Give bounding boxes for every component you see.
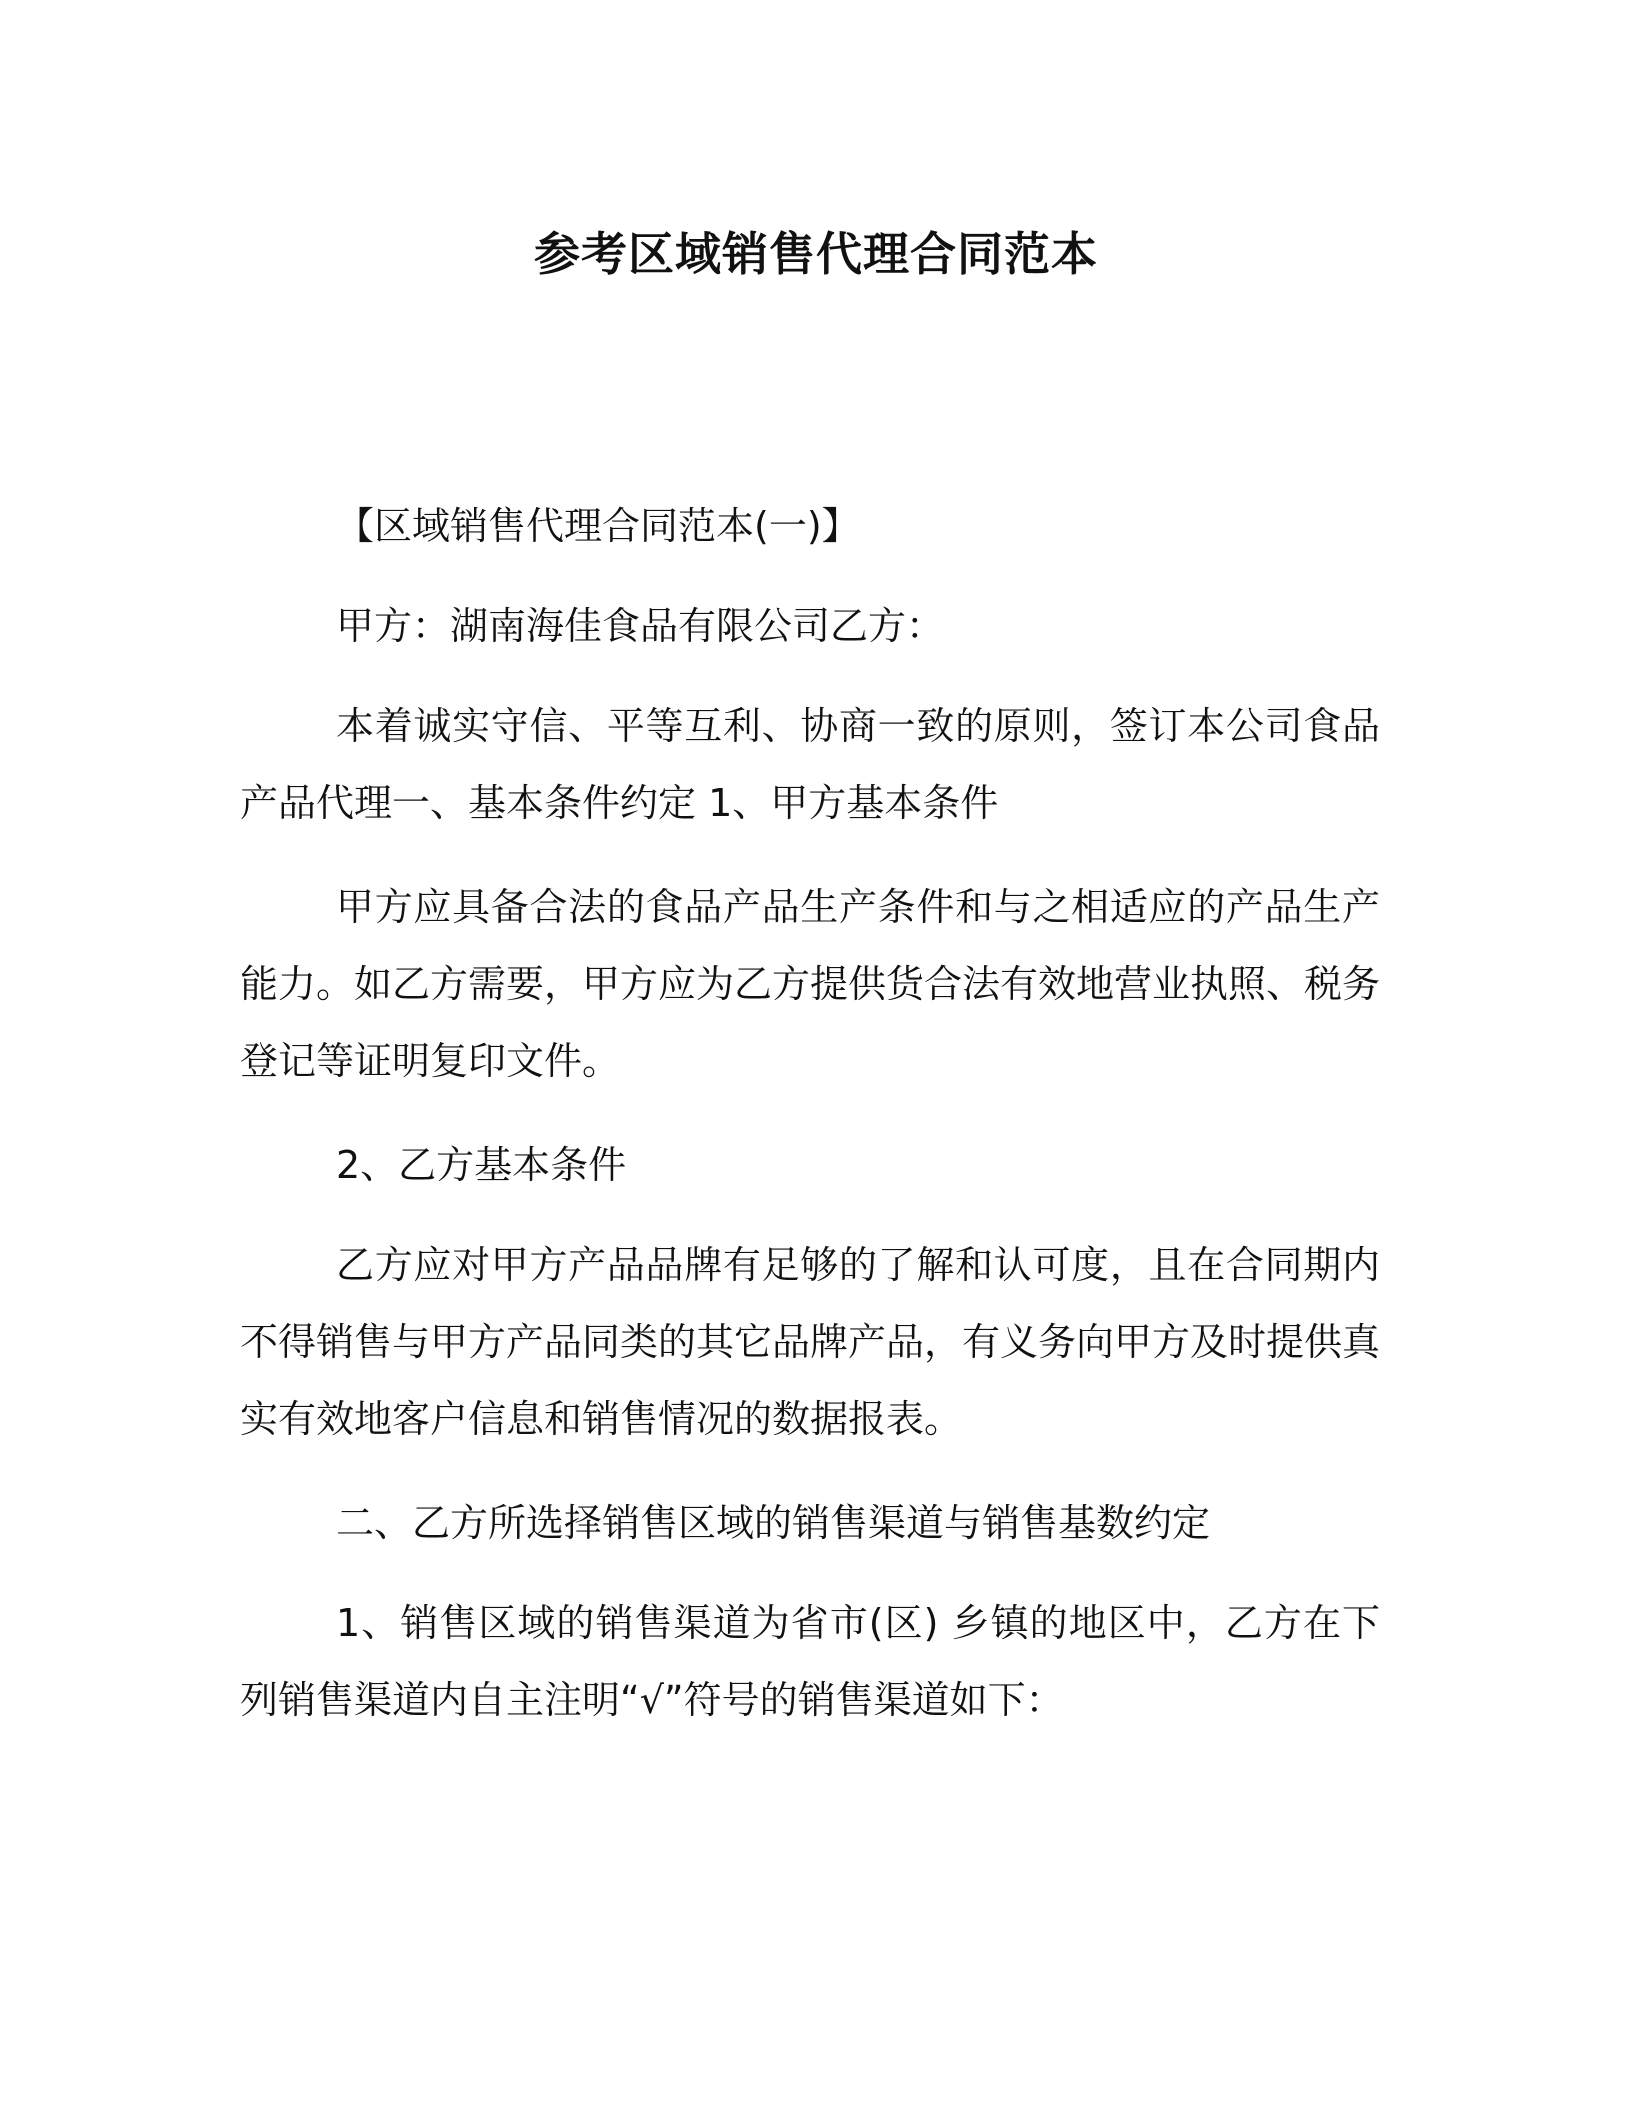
document-title: 参考区域销售代理合同范本 — [534, 227, 1098, 281]
paragraph-party-b-conditions: 乙方应对甲方产品品牌有足够的了解和认可度，且在合同期内不得销售与甲方产品同类的其它品牌产品，有义务向甲方及时提供真实有效地客户信息和销售情况的数据报表。 — [240, 1243, 1381, 1441]
parties-line: 甲方：湖南海佳食品有限公司乙方： — [336, 604, 945, 648]
document-body — [240, 488, 1380, 1766]
paragraph-principles: 本着诚实守信、平等互利、协商一致的原则，签订本公司食品产品代理一、基本条件约定 1、甲方基本条件 — [240, 704, 1380, 825]
paragraph-party-a-conditions: 甲方应具备合法的食品产品生产条件和与之相适应的产品生产能力。如乙方需要，甲方应为乙方提供货合法有效地营业执照、税务登记等证明复印文件。 — [240, 885, 1381, 1083]
section-heading: 【区域销售代理合同范本(一)】 — [336, 504, 860, 548]
paragraph-sales-region: 1、销售区域的销售渠道为省市(区) 乡镇的地区中，乙方在下列销售渠道内自主注明“√”符号的销售渠道如下： — [240, 1601, 1380, 1722]
section-heading-sales-channels: 二、乙方所选择销售区域的销售渠道与销售基数约定 — [336, 1501, 1211, 1545]
subheading-party-b-conditions: 2、乙方基本条件 — [336, 1143, 627, 1187]
